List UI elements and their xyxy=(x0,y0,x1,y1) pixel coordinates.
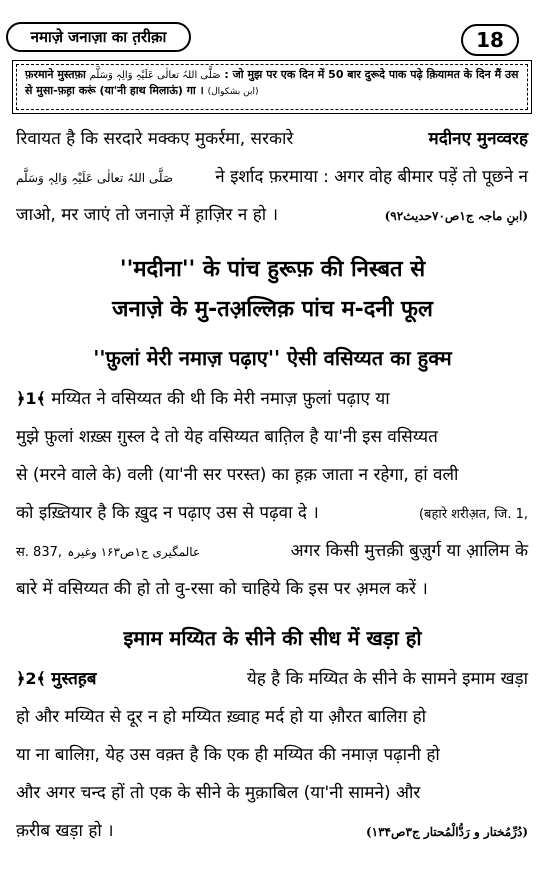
hadith-box-inner xyxy=(16,64,528,110)
intro-text-1: रिवायत है कि सरदारे मक्कए मुकर्रमा, सरकारे xyxy=(16,129,294,149)
s1-line-4 xyxy=(16,494,528,532)
hadith-box xyxy=(12,60,532,114)
intro-salutation: صَلَّی اللہُ تعالٰی عَلَیْہِ وَالِہٖ وَسَلَّم xyxy=(16,171,174,185)
hadith-source: (ابن بشکوال) xyxy=(207,87,259,97)
s2-line-1 xyxy=(16,660,528,698)
intro-text-3: जाओ, मर जाएं तो जनाज़े में ह़ाज़िर न हो । xyxy=(16,205,279,225)
s1-source-4: (बहारे शरीअ़त, जि. 1, xyxy=(418,507,528,522)
intro-bold-city: मदीनए मुनव्वरह xyxy=(428,129,528,149)
point-marker-2: ﴿2﴾ xyxy=(16,669,46,688)
s1-text-1: मय्यित ने वसिय्यत की थी कि मेरी नमाज़ फ़ुलां पढ़ाए या xyxy=(51,389,390,409)
s2-line-2: हो और मय्यित से दूर न हो मय्यित ख़्वाह मर्द हो या औ़रत बालिग़ हो xyxy=(16,707,427,727)
main-heading-line-2: जनाज़े के मु-तअ़ल्लिक़ पांच म-दनी फूल xyxy=(112,297,433,322)
s2-text-5: क़रीब खड़ा हो । xyxy=(16,821,114,841)
s1-text-4: को इख़्तियार है कि ख़ुद न पढ़ाए उस से पढ़वा दे । xyxy=(16,503,319,523)
book-title: नमाज़े जनाज़ा का त़रीक़ा xyxy=(30,28,167,46)
hadith-text-1: : जो मुझ पर एक दिन में 50 बार दुरूदे पाक पढ़े क़ियामत के दिन मैं उस xyxy=(224,68,519,81)
hadith-text-2: से मुसा-फ़ह़ा करूं (या'नी हाथ मिलाऊं) गा । xyxy=(25,84,204,97)
s1-line-5 xyxy=(16,532,528,570)
hadith-salutation: صَلَّی اللہُ تعالٰی عَلَیْہِ وَالِہٖ وَسَلَّم xyxy=(89,70,221,81)
main-heading-line-1: ''मदीना'' के पांच हुरूफ़ की निस्बत से xyxy=(119,257,426,282)
s1-line-6: बारे में वसिय्यत की हो तो वु-रसा को चाहिये कि इस पर अ़मल करें । xyxy=(16,579,428,599)
s2-source: (دُرِّمُختار و رَدُّالْمُحتار ج۳ص۱۳۴) xyxy=(365,825,528,839)
intro-line-1 xyxy=(16,120,528,158)
book-title-badge xyxy=(6,22,191,52)
s2-line-5 xyxy=(16,812,528,850)
s1-line-1-content xyxy=(16,380,390,418)
s2-line-3: या ना बालिग़, येह उस वक़्त है कि एक ही मय्यित की नमाज़ पढ़ानी हो xyxy=(16,745,440,765)
s2-bold-term: मुस्तह़ब xyxy=(51,669,97,689)
page-number: 18 xyxy=(476,28,504,52)
hadith-line-2 xyxy=(25,83,519,100)
s1-line-5-ref xyxy=(16,532,200,572)
s1-source-5: स. 837, xyxy=(16,545,62,560)
s1-line-2: मुझे फ़ुलां शख़्स ग़ुस्ल दे तो येह वसिय्यत बात़िल है या'नी इस वसिय्यत xyxy=(16,427,438,447)
page-number-badge xyxy=(461,24,519,56)
intro-line-2 xyxy=(16,158,528,196)
intro-source: (ابنِ ماجہ ج۱ص۷۰حدیث۹۲) xyxy=(384,209,528,223)
s2-line-4: और अगर चन्द हों तो एक के सीने के मुक़ाबिल (या'नी सामने) और xyxy=(16,783,421,803)
hadith-lead: फ़रमाने मुस्तफ़ा xyxy=(25,68,86,81)
section-2-heading: इमाम मय्यित के सीने की सीध में खड़ा हो xyxy=(123,626,422,650)
s2-text-1: येह है कि मय्यित के सीने के सामने इमाम खड़ा xyxy=(246,669,528,689)
s1-line-1 xyxy=(16,380,528,418)
section-1-heading: ''फ़ुलां मेरी नमाज़ पढ़ाए'' ऐसी वसिय्यत का हुक्म xyxy=(93,346,452,370)
intro-text-2: ने इर्शाद फ़रमाया : अगर वोह बीमार पड़ें तो पूछने न xyxy=(215,167,528,187)
s1-line-3: से (मरने वाले के) वली (या'नी सर परस्त) का ह़क़ जाता न रहेगा, हां वली xyxy=(16,465,459,485)
point-marker-1: ﴿1﴾ xyxy=(16,389,46,408)
s2-line-1-lead xyxy=(16,660,97,698)
s1-arabic-ref: عالمگیری ج۱ص۱۶۳ وغیرہ xyxy=(67,545,201,559)
hadith-line-1 xyxy=(25,67,519,83)
intro-line-3 xyxy=(16,196,528,234)
s1-text-5: अगर किसी मुत्तक़ी बुज़ुर्ग या आ़लिम के xyxy=(290,541,528,561)
